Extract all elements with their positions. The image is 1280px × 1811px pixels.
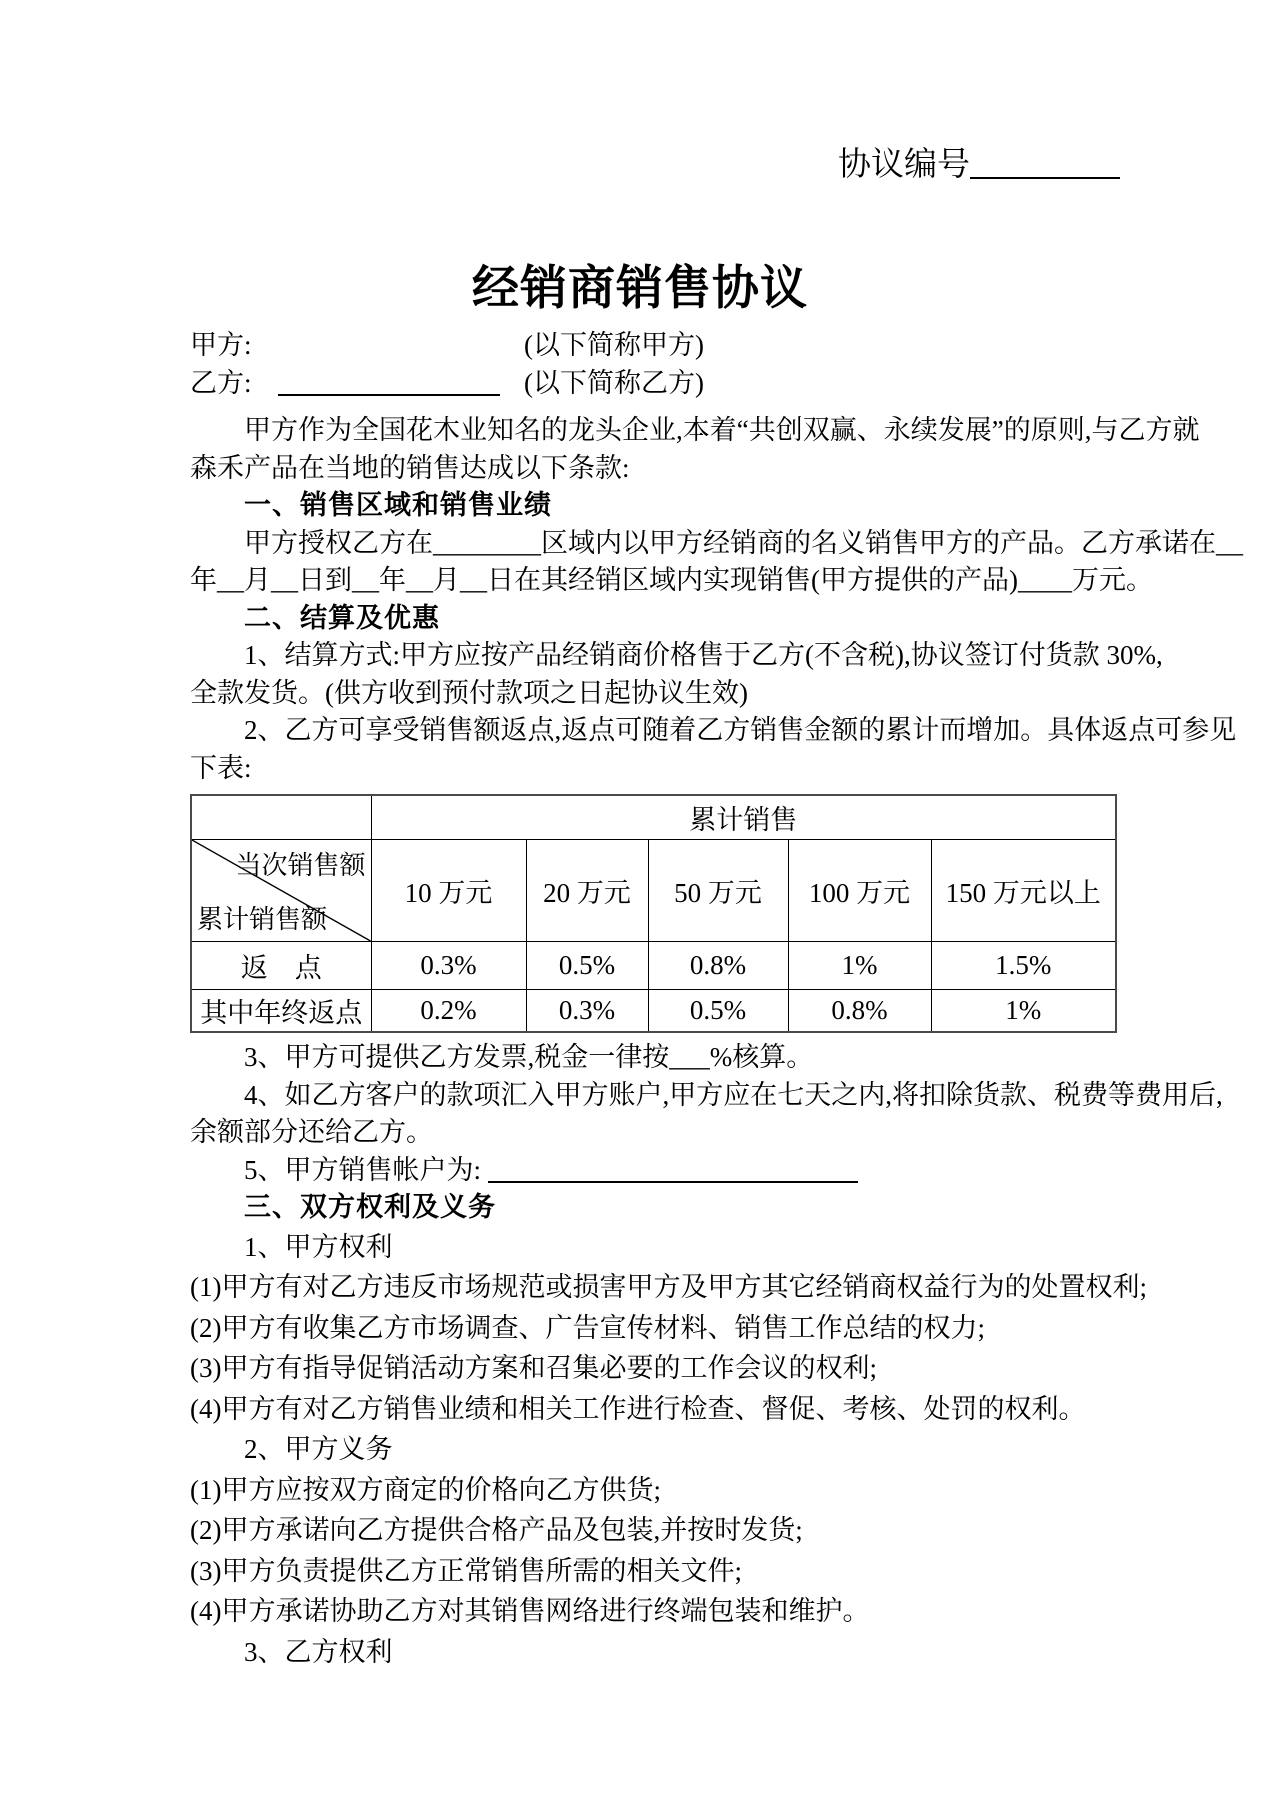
body-line: 2、甲方义务 <box>244 1434 393 1464</box>
table-col-header: 100 万元 <box>788 839 931 941</box>
corner-label-top: 当次销售额 <box>235 850 366 880</box>
parties-block <box>190 326 704 402</box>
agreement-number-label: 协议编号 <box>838 147 970 183</box>
body-line: (1)甲方有对乙方违反市场规范或损害甲方及甲方其它经销商权益行为的处置权利; <box>190 1272 1147 1302</box>
row-label: 返 点 <box>191 941 371 989</box>
body-line: 1、结算方式:甲方应按产品经销商价格售于乙方(不含税),协议签订付货款 30%, <box>244 640 1163 670</box>
table-cell: 1% <box>788 941 931 989</box>
body-line: (1)甲方应按双方商定的价格向乙方供货; <box>190 1474 661 1505</box>
table-cell: 0.8% <box>788 989 931 1032</box>
body-line: 甲方授权乙方在________区域内以甲方经销商的名义销售甲方的产品。乙方承诺在__ <box>244 527 1243 558</box>
body-line: 3、甲方可提供乙方发票,税金一律按___%核算。 <box>244 1042 814 1072</box>
row-label: 其中年终返点 <box>191 989 371 1032</box>
account-line <box>190 1152 1118 1190</box>
body-line: 森禾产品在当地的销售达成以下条款: <box>190 452 630 483</box>
party-a-label: 甲方: <box>190 330 252 360</box>
table-col-header: 10 万元 <box>371 839 526 941</box>
body-line: (4)甲方承诺协助乙方对其销售网络进行终端包装和维护。 <box>190 1596 870 1626</box>
body-line: 余额部分还给乙方。 <box>190 1117 433 1147</box>
table-diagonal-header <box>191 839 371 941</box>
party-a-note: (以下简称甲方) <box>524 330 704 360</box>
body-line: 1、甲方权利 <box>244 1231 393 1262</box>
body-line: 年__月__日到__年__月__日在其经销区域内实现销售(甲方提供的产品)____万元。 <box>190 565 1153 595</box>
body-line: 下表: <box>190 752 252 783</box>
table-cell: 1% <box>931 989 1116 1032</box>
document-body <box>190 412 1243 1672</box>
table-merged-header: 累计销售 <box>371 795 1116 839</box>
body-line: (3)甲方负责提供乙方正常销售所需的相关文件; <box>190 1555 742 1586</box>
table-cell: 0.2% <box>371 989 526 1032</box>
section-heading-1: 一、销售区域和销售业绩 <box>244 490 552 520</box>
table-cell: 0.3% <box>371 941 526 989</box>
body-line: 4、如乙方客户的款项汇入甲方账户,甲方应在七天之内,将扣除货款、税费等费用后, <box>244 1079 1223 1110</box>
body-line: 3、乙方权利 <box>244 1636 393 1667</box>
table-col-header: 50 万元 <box>648 839 788 941</box>
section-heading-3: 三、双方权利及义务 <box>244 1192 496 1222</box>
section-heading-2: 二、结算及优惠 <box>244 602 440 633</box>
party-b-name-blank <box>278 394 500 396</box>
table-row <box>191 989 1116 1032</box>
agreement-number <box>838 146 1120 184</box>
party-b-note: (以下简称乙方) <box>524 368 704 398</box>
rebate-table <box>190 794 1117 1033</box>
body-line: 甲方作为全国花木业知名的龙头企业,本着“共创双赢、永续发展”的原则,与乙方就 <box>244 415 1200 445</box>
account-label: 5、甲方销售帐户为: <box>244 1154 488 1185</box>
table-col-header: 20 万元 <box>526 839 648 941</box>
body-line: (2)甲方有收集乙方市场调查、广告宣传材料、销售工作总结的权力; <box>190 1312 985 1343</box>
party-b-row <box>190 364 704 402</box>
party-b-label: 乙方: <box>190 368 252 398</box>
body-line: (3)甲方有指导促销活动方案和召集必要的工作会议的权利; <box>190 1353 877 1383</box>
table-col-header: 150 万元以上 <box>931 839 1116 941</box>
body-line: (4)甲方有对乙方销售业绩和相关工作进行检查、督促、考核、处罚的权利。 <box>190 1393 1086 1424</box>
page-title: 经销商销售协议 <box>472 263 808 315</box>
body-line: 2、乙方可享受销售额返点,返点可随着乙方销售金额的累计而增加。具体返点可参见 <box>244 715 1237 745</box>
table-corner-empty <box>191 795 371 839</box>
table-cell: 1.5% <box>931 941 1116 989</box>
table-cell: 0.3% <box>526 989 648 1032</box>
table-cell: 0.8% <box>648 941 788 989</box>
table-cell: 0.5% <box>648 989 788 1032</box>
agreement-number-blank <box>970 177 1120 179</box>
corner-label-bottom: 累计销售额 <box>197 904 328 934</box>
table-cell: 0.5% <box>526 941 648 989</box>
table-row <box>191 941 1116 989</box>
party-a-row <box>190 326 704 364</box>
account-blank <box>488 1181 858 1183</box>
body-line: 全款发货。(供方收到预付款项之日起协议生效) <box>190 677 748 708</box>
body-line: (2)甲方承诺向乙方提供合格产品及包装,并按时发货; <box>190 1515 803 1545</box>
